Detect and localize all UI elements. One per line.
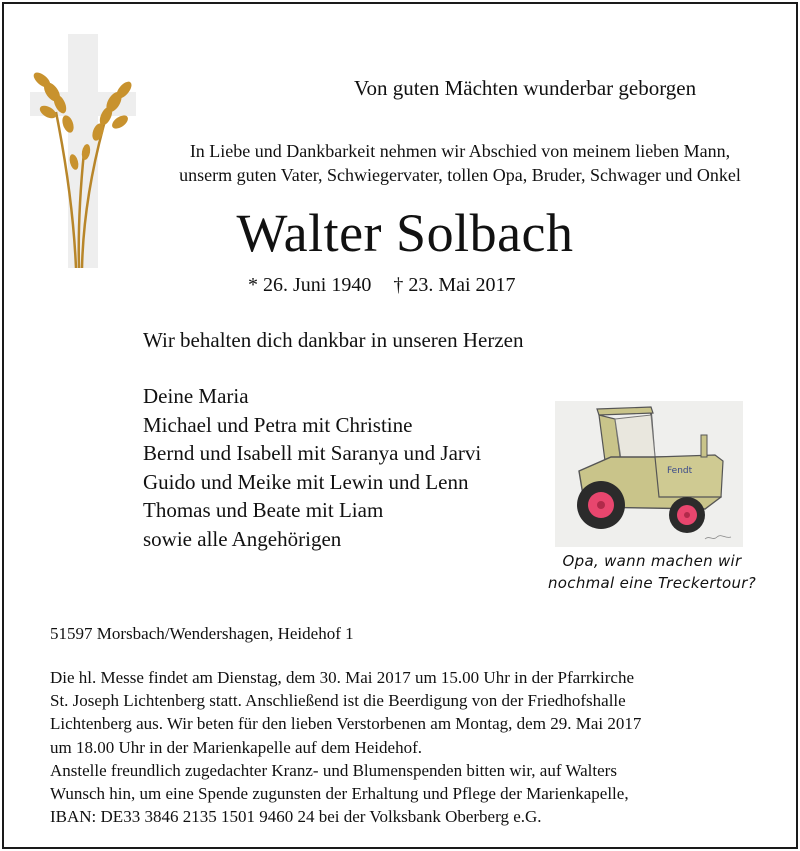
details-line: IBAN: DE33 3846 2135 1501 9460 24 bei der Volksbank Oberberg e.G.: [50, 807, 542, 827]
mourner-line: Guido und Meike mit Lewin und Lenn: [143, 469, 469, 494]
obituary-notice: [2, 2, 798, 849]
tractor-drawing: [555, 401, 743, 547]
details-line: um 18.00 Uhr in der Marienkapelle auf dem Heidehof.: [50, 737, 422, 757]
caption-line: nochmal eine Treckertour?: [548, 574, 756, 592]
mourner-line: sowie alle Angehörigen: [143, 526, 342, 551]
mourners-list: [143, 382, 481, 553]
caption-line: Opa, wann machen wir: [562, 552, 742, 570]
drawing-caption: [522, 550, 782, 594]
address: 51597 Morsbach/Wendershagen, Heidehof 1: [50, 624, 354, 643]
mourner-line: Thomas und Beate mit Liam: [143, 498, 384, 522]
details-line: Lichtenberg aus. Wir beten für den lieben Verstorbenen am Montag, dem 29. Mai 2017: [50, 714, 642, 734]
details-line: Anstelle freundlich zugedachter Kranz- und Blumenspenden bitten wir, auf Walters: [50, 760, 617, 780]
motto: Von guten Mächten wunderbar geborgen: [354, 76, 697, 100]
drawing-brand-label: Fendt: [667, 466, 693, 476]
mourner-line: Bernd und Isabell mit Saranya und Jarvi: [143, 441, 482, 465]
details-line: St. Joseph Lichtenberg statt. Anschließend ist die Beerdigung von der Friedhofshalle: [50, 691, 626, 711]
deceased-name: Walter Solbach: [236, 203, 574, 263]
remembrance-line: Wir behalten dich dankbar in unseren Herzen: [143, 328, 524, 352]
mourner-line: Michael und Petra mit Christine: [143, 412, 413, 437]
birth-date: * 26. Juni 1940: [248, 274, 372, 296]
details-line: Die hl. Messe findet am Dienstag, dem 30. Mai 2017 um 15.00 Uhr in der Pfarrkirche: [50, 668, 635, 687]
intro-line: In Liebe und Dankbarkeit nehmen wir Abschied von meinem lieben Mann,: [189, 141, 731, 161]
intro-text: [140, 139, 780, 187]
death-date: † 23. Mai 2017: [393, 274, 516, 296]
details-line: Wunsch hin, um eine Spende zugunsten der Erhaltung und Pflege der Marienkapelle,: [50, 784, 629, 804]
service-details: [50, 666, 780, 828]
mourner-line: Deine Maria: [143, 384, 249, 408]
intro-line: unserm guten Vater, Schwiegervater, tollen Opa, Bruder, Schwager und Onkel: [179, 165, 741, 185]
life-dates: [248, 274, 516, 297]
